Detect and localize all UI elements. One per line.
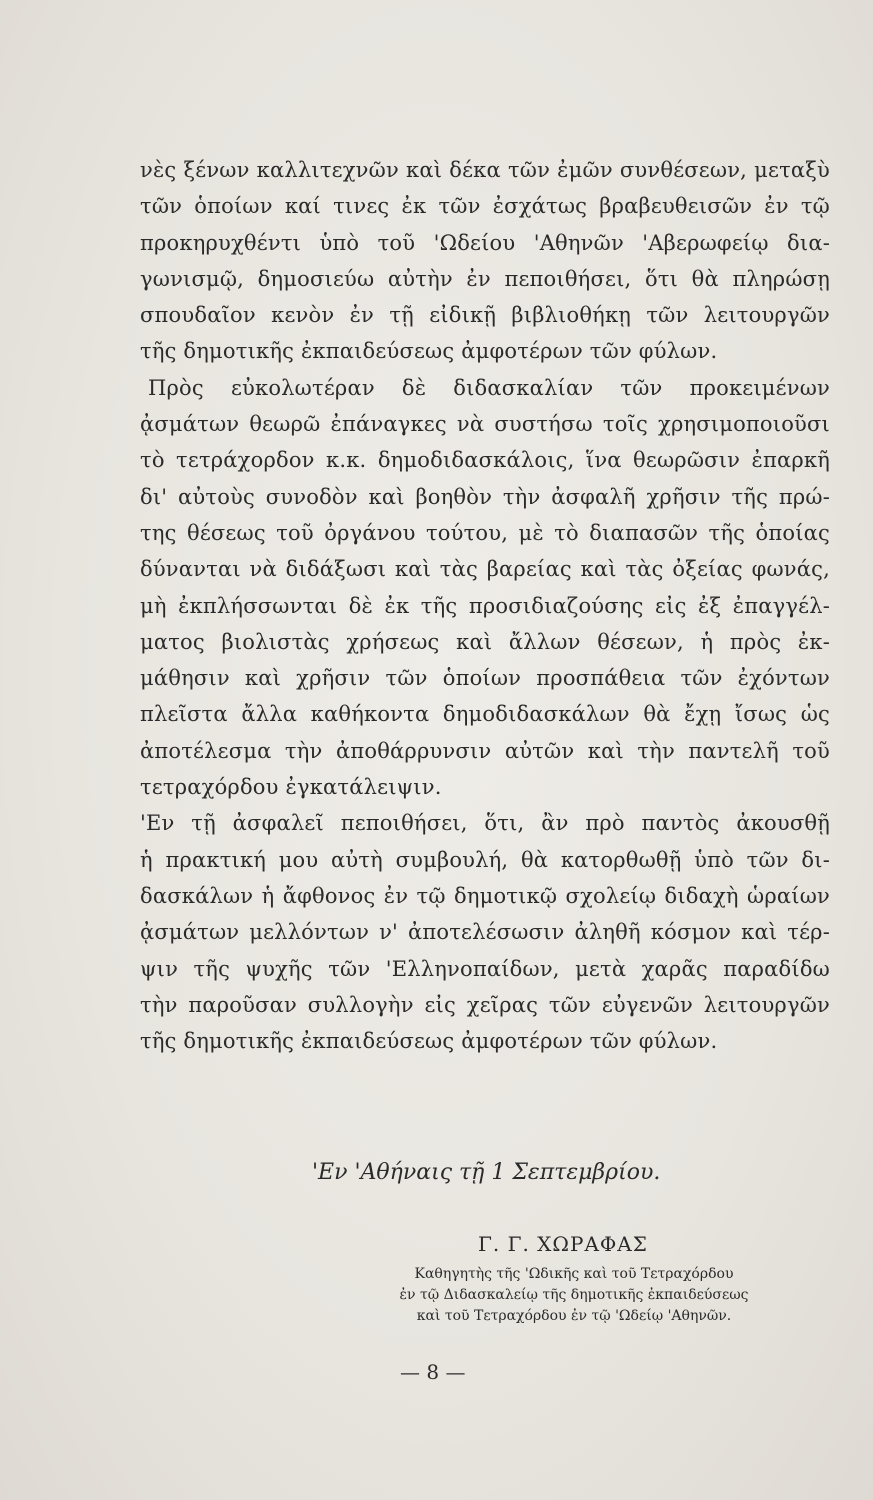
text-line: μὴ ἐκπλήσσωνται δὲ ἐκ τῆς προσιδιαζούσης εἰς ἐξ ἐπαγγέλ- [140, 593, 830, 618]
text-line: τετραχόρδου ἐγκατάλειψιν. [140, 775, 442, 800]
text-line: ἡ πρακτική μου αὐτὴ συμβουλή, θὰ κατορθωθῇ ὑπὸ τῶν δι- [140, 847, 830, 872]
text-line: ἀποτέλεσμα τὴν ἀποθάρρυνσιν αὐτῶν καὶ τὴν παντελῆ τοῦ [140, 738, 830, 763]
text-line: τῆς δημοτικῆς ἐκπαιδεύσεως ἀμφοτέρων τῶν φύλων. [140, 339, 718, 364]
signature-role-line: καὶ τοῦ Τετραχόρδου ἐν τῷ 'Ωδείῳ 'Αθηνῶν. [416, 1308, 732, 1324]
text-line: νὲς ξένων καλλιτεχνῶν καὶ δέκα τῶν ἐμῶν συνθέσεων, μεταξὺ [140, 158, 830, 182]
text-line: τὸ τετράχορδον κ.κ. δημοδιδασκάλοις, ἵνα θεωρῶσιν ἐπαρκῆ [140, 448, 830, 473]
text-line: μάθησιν καὶ χρῆσιν τῶν ὁποίων προσπάθεια τῶν ἐχόντων [140, 666, 830, 691]
text-line: πλεῖστα ἄλλα καθήκοντα δημοδιδασκάλων θὰ ἔχῃ ἴσως ὡς [140, 702, 830, 727]
signature-name: Γ. Γ. ΧΩΡΑΦΑΣ [478, 1232, 648, 1256]
text-line: ψιν τῆς ψυχῆς τῶν 'Ελληνοπαίδων, μετὰ χαρᾶς παραδίδω [140, 956, 830, 981]
text-line: τῶν ὁποίων καί τινες ἐκ τῶν ἐσχάτως βραβευθεισῶν ἐν τῷ [140, 194, 830, 219]
text-line: προκηρυχθέντι ὑπὸ τοῦ 'Ωδείου 'Αθηνῶν 'Αβερωφείῳ δια- [140, 230, 830, 255]
paragraph-start-line: 'Εν τῇ ἀσφαλεῖ πεποιθήσει, ὅτι, ἂν πρὸ παντὸς ἀκουσθῇ [140, 811, 830, 836]
page-number: — 8 — [400, 1360, 466, 1384]
text-line: τὴν παροῦσαν συλλογὴν εἰς χεῖρας τῶν εὐγενῶν λειτουργῶν [140, 992, 830, 1017]
text-line: ᾀσμάτων μελλόντων ν' ἀποτελέσωσιν ἀληθῆ κόσμον καὶ τέρ- [140, 920, 830, 945]
text-line: ματος βιολιστὰς χρήσεως καὶ ἄλλων θέσεων, ἡ πρὸς ἐκ- [140, 629, 830, 654]
signature-role [354, 1264, 794, 1327]
signature-role-line: Καθηγητὴς τῆς 'Ωδικῆς καὶ τοῦ Τετραχόρδου [414, 1266, 734, 1282]
body-text [140, 152, 830, 1059]
text-line: δύνανται νὰ διδάξωσι καὶ τὰς βαρείας καὶ τὰς ὀξείας φωνάς, [140, 557, 830, 582]
paragraph-start-line: Πρὸς εὐκολωτέραν δὲ διδασκαλίαν τῶν προκειμένων [148, 375, 830, 400]
text-line: δασκάλων ἡ ἄφθονος ἐν τῷ δημοτικῷ σχολείῳ διδαχὴ ὡραίων [140, 883, 830, 908]
text-line: δι' αὐτοὺς συνοδὸν καὶ βοηθὸν τὴν ἀσφαλῆ χρῆσιν τῆς πρώ- [140, 484, 830, 509]
text-line: τῆς δημοτικῆς ἐκπαιδεύσεως ἀμφοτέρων τῶν φύλων. [140, 1029, 718, 1054]
text-line: σπουδαῖον κενὸν ἐν τῇ εἰδικῇ βιβλιοθήκῃ τῶν λειτουργῶν [140, 303, 830, 328]
text-line: γωνισμῷ, δημοσιεύω αὐτὴν ἐν πεποιθήσει, ὅτι θὰ πληρώσῃ [140, 266, 830, 291]
text-line: ᾀσμάτων θεωρῶ ἐπάναγκες νὰ συστήσω τοῖς χρησιμοποιοῦσι [140, 412, 830, 437]
dateline: 'Εν 'Αθήναις τῇ 1 Σεπτεμβρίου. [312, 1160, 661, 1185]
signature-role-line: ἐν τῷ Διδασκαλείῳ τῆς δημοτικῆς ἐκπαιδεύσεως [399, 1287, 749, 1303]
text-line: της θέσεως τοῦ ὀργάνου τούτου, μὲ τὸ διαπασῶν τῆς ὁποίας [140, 520, 830, 545]
